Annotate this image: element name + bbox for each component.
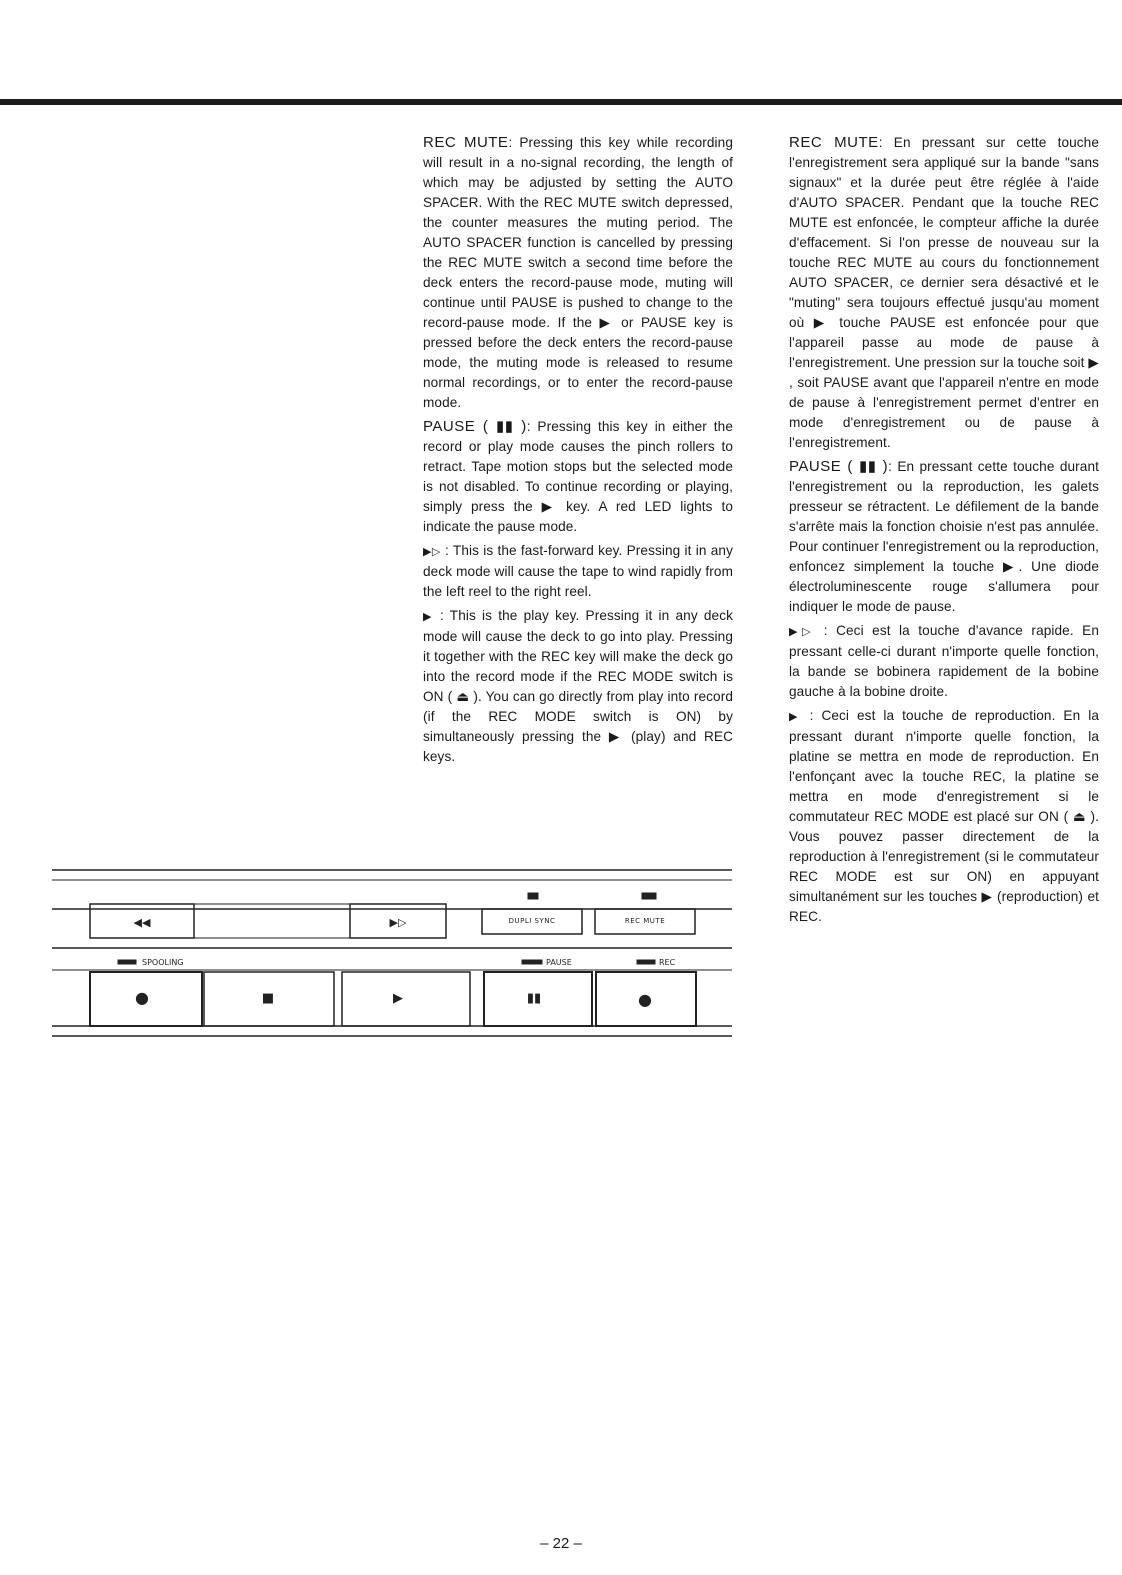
rec-mute-led (642, 893, 656, 899)
pause-indicator-label: PAUSE (546, 958, 572, 967)
play-icon: ▶ (393, 991, 403, 1006)
control-panel-drawing (52, 868, 734, 1040)
en-ff-text: : This is the fast-forward key. Pressing it in any deck mode will cause the tape to wind rapidly from the left reel to the right reel. (423, 543, 733, 599)
en-pause-term: PAUSE ( ▮▮ ) (423, 418, 527, 435)
english-column (423, 133, 733, 771)
fr-rec-mute-paragraph (789, 133, 1099, 453)
en-rec-mute-paragraph (423, 133, 733, 413)
fr-play-text: : Ceci est la touche de reproduction. En la pressant durant n'importe quelle fonction, la platine se mettra en mode de reproduction. En l'enfonçant avec la touche REC, la platine se mettra en mode d'enregistrement si le commutateur REC MODE est placé sur ON ( ⏏ ). Vous pouvez passer directement de la reproduction à l'enregistrement (si le commutateur REC MODE est sur ON) en appuyant simultanément sur les touches ▶ (reproduction) et REC. (789, 708, 1099, 924)
pause-led (522, 960, 542, 964)
fr-ff-text: : Ceci est la touche d'avance rapide. En pressant celle-ci durant n'importe quelle fonction, la bande se bobinera rapidement de la bobine gauche à la bobine droite. (789, 623, 1099, 699)
fr-ff-paragraph (789, 621, 1099, 702)
fast-forward-icon: ▶▷ (389, 916, 407, 929)
spooling-label: SPOOLING (142, 958, 184, 967)
rec-mute-label: REC MUTE (624, 917, 666, 925)
en-play-term: ▶ (423, 610, 434, 623)
rec-dot-icon: ● (638, 990, 652, 1009)
fr-rec-mute-text: : En pressant sur cette touche l'enregistrement sera appliqué sur la bande "sans signaux" et la durée peut être réglée à l'aide d'AUTO SPACER. Pendant que la touche REC MUTE est enfoncée, le compteur affiche la durée d'effacement. Si l'on presse de nouveau sur la touche REC MUTE au cours du fonctionnement AUTO SPACER, ce dernier sera désactivé et le "muting" sera toujours effectué jusqu'au moment où ▶ touche PAUSE est enfoncée pour que l'appareil passe au mode de pause à l'enregistrement. Une pression sur la touche soit ▶ , soit PAUSE avant que l'appareil n'entre en mode de pause à l'enregistrement permet d'entrer en mode d'enregistrement ou de pause à l'enregistrement. (789, 135, 1099, 450)
rec-indicator-label: REC (659, 958, 676, 967)
en-pause-text: : Pressing this key in either the record or play mode causes the pinch rollers to retract. Tape motion stops but the selected mode is not disabled. To continue recording or playing, simply press the ▶ key. A red LED lights to indicate the pause mode. (423, 419, 733, 534)
en-ff-paragraph (423, 541, 733, 602)
fr-pause-paragraph (789, 457, 1099, 617)
record-dot-icon: ● (135, 988, 149, 1007)
rec-led (637, 960, 655, 964)
en-ff-term: ▶▷ (423, 545, 441, 558)
en-play-paragraph (423, 606, 733, 767)
fr-rec-mute-term: REC MUTE (789, 134, 879, 151)
play-button (342, 972, 470, 1026)
deck-control-panel-illustration (52, 868, 734, 1040)
en-rec-mute-term: REC MUTE (423, 134, 509, 151)
fr-play-term: ▶ (789, 710, 802, 723)
pause-icon: ▮▮ (526, 991, 542, 1006)
stop-icon: ■ (261, 991, 275, 1006)
fr-pause-text: : En pressant cette touche durant l'enregistrement ou la reproduction, les galets presseur se rétractent. Le défilement de la bande s'arrête mais la fonction choisie n'est pas annulée. Pour continuer l'enregistrement ou la reproduction, enfoncez simplement la touche ▶. Une diode électroluminescente rouge s'allumera pour indiquer le mode de pause. (789, 459, 1099, 614)
top-rule (0, 99, 1122, 105)
en-pause-paragraph (423, 417, 733, 537)
fr-ff-term: ▶▷ (789, 625, 816, 638)
rewind-icon: ◀◀ (133, 916, 151, 929)
dupli-sync-led (528, 893, 538, 899)
fr-play-paragraph (789, 706, 1099, 927)
dupli-sync-label: DUPLI SYNC (508, 917, 556, 925)
page-number: – 22 – (540, 1535, 582, 1552)
en-rec-mute-text: : Pressing this key while recording will result in a no-signal recording, the length of which may be adjusted by setting the AUTO SPACER. With the REC MUTE switch depressed, the counter measures the muting period. The AUTO SPACER function is cancelled by pressing the REC MUTE switch a second time before the deck enters the record-pause mode, muting will continue until PAUSE is pushed to change to the record-pause mode. If the ▶ or PAUSE key is pressed before the deck enters the record-pause mode, the muting mode is released to resume normal recordings, or to enter the record-pause mode. (423, 135, 733, 410)
french-column (789, 133, 1099, 931)
fr-pause-term: PAUSE ( ▮▮ ) (789, 458, 889, 475)
en-play-text: : This is the play key. Pressing it in any deck mode will cause the deck to go into play. Pressing it together with the REC key will make the deck go into the record mode if the REC MODE switch is ON ( ⏏ ). You can go directly from play into record (if the REC MODE switch is ON) by simultaneously pressing the ▶ (play) and REC keys. (423, 608, 733, 764)
spooling-led (118, 960, 136, 964)
